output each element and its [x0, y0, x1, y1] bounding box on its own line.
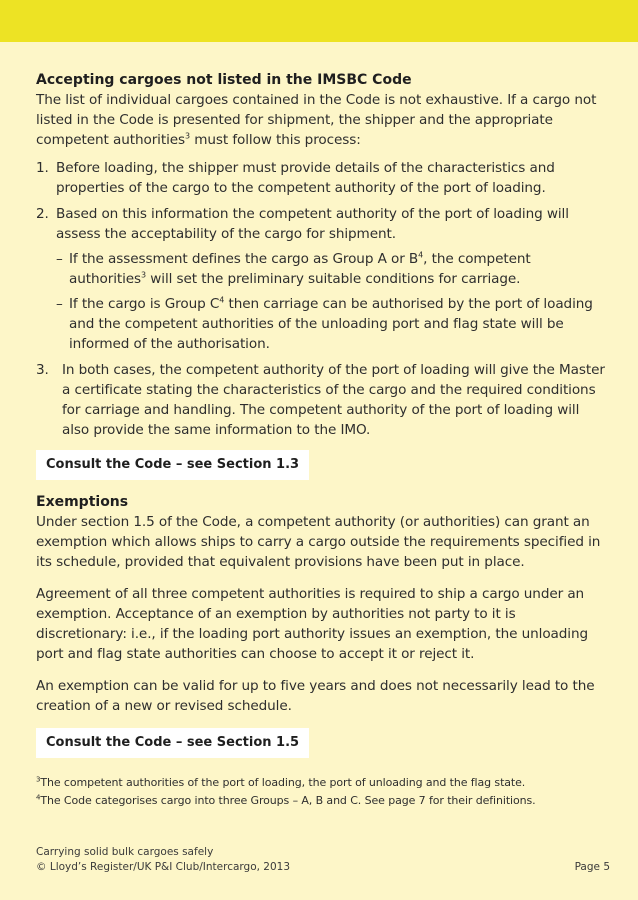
list-number: 3. [36, 362, 49, 378]
list-text: In both cases, the competent authority of the port of loading will give the Master a certificate stating the characteristics of the cargo and the required conditions for carriage and handling. The competent authority of the port of loading will also provide the same information to the IMO. [62, 362, 605, 438]
page-content [36, 70, 610, 810]
consult-code-box: Consult the Code – see Section 1.5 [36, 728, 309, 758]
footnote-text: The competent authorities of the port of loading, the port of unloading and the flag state. [40, 776, 526, 789]
section-heading-cargoes: Accepting cargoes not listed in the IMSBC Code [36, 72, 412, 88]
footnote-ref: 3 [185, 131, 191, 141]
list-item [36, 158, 610, 198]
list-item [36, 360, 610, 440]
footer-title: Carrying solid bulk cargoes safely [36, 846, 214, 858]
page-footer [36, 845, 610, 875]
page-number: Page 5 [574, 861, 610, 873]
footnote-ref: 4 [219, 295, 225, 305]
exemptions-paragraph: Under section 1.5 of the Code, a competent authority (or authorities) can grant an exemption which allows ships to carry a cargo outside the requirements specified in its schedule, provided that equivalent provisions have been put in place. [36, 514, 601, 570]
intro-text-end: must follow this process: [190, 132, 361, 148]
list-number: 1. [36, 160, 49, 176]
list-number: 2. [36, 206, 49, 222]
footnote-marker: 4 [36, 793, 41, 802]
exemptions-paragraph: An exemption can be valid for up to five years and does not necessarily lead to the creation of a new or revised schedule. [36, 678, 595, 714]
header-band [0, 0, 638, 42]
footnote-ref: 3 [141, 270, 147, 280]
consult-code-box: Consult the Code – see Section 1.3 [36, 450, 309, 480]
footnote-ref: 4 [418, 250, 424, 260]
intro-paragraph [36, 90, 610, 150]
sub-list-item [56, 249, 610, 289]
section-heading-exemptions: Exemptions [36, 494, 129, 510]
sub-text: will set the preliminary suitable conditions for carriage. [146, 271, 521, 287]
sub-list-text [69, 249, 610, 289]
sub-text: If the assessment defines the cargo as Group A or B [69, 251, 419, 267]
sub-list-item [56, 294, 610, 354]
intro-text: The list of individual cargoes contained in the Code is not exhaustive. If a cargo not listed in the Code is presented for shipment, the shipper and the appropriate competent authorities [36, 92, 597, 148]
exemptions-paragraph: Agreement of all three competent authorities is required to ship a cargo under an exemption. Acceptance of an exemption by authorities not party to it is discretionary: i.e., if the loading port authority issues an exemption, the unloading port and flag state authorities can choose to accept it or reject it. [36, 586, 589, 662]
footnote-text: The Code categorises cargo into three Groups – A, B and C. See page 7 for their definitions. [40, 794, 536, 807]
sub-text: If the cargo is Group C [69, 296, 220, 312]
footnote [36, 774, 610, 792]
footer-copyright: © Lloyd’s Register/UK P&I Club/Intercargo, 2013 [36, 861, 291, 873]
list-item [36, 204, 610, 244]
dash: – [56, 251, 63, 267]
list-text: Before loading, the shipper must provide details of the characteristics and properties of the cargo to the competent authority of the port of loading. [56, 160, 555, 196]
sub-text: , the competent authorities [69, 251, 531, 287]
footnote [36, 792, 610, 810]
list-text: Based on this information the competent authority of the port of loading will assess the acceptability of the cargo for shipment. [56, 206, 569, 242]
footer-row [36, 860, 610, 875]
sub-list-text [69, 294, 610, 354]
footnote-marker: 3 [36, 775, 41, 784]
dash: – [56, 296, 63, 312]
sub-text: then carriage can be authorised by the port of loading and the competent authorities of the unloading port and flag state will be informed of the authorisation. [69, 296, 593, 352]
